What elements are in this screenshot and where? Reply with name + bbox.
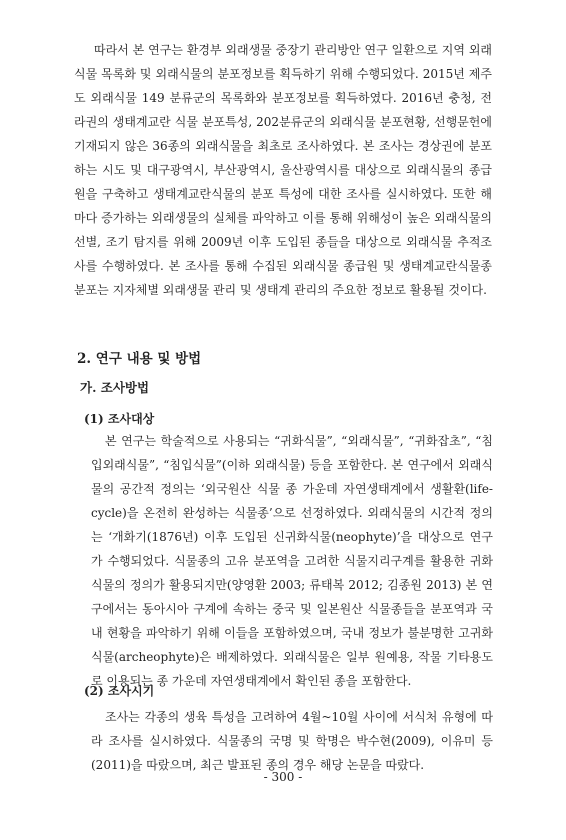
item1-paragraph [91,429,493,693]
item2-paragraph [91,705,493,777]
page-number: - 300 - [263,770,303,784]
intro-paragraph-text: 따라서 본 연구는 환경부 외래생물 중장기 관리방안 연구 일환으로 지역 외래식물 목록화 및 외래식물의 분포정보를 획득하기 위해 수행되었다. 2015년 제주도 외래식물 149 분류군의 목록화와 분포정보를 획득하였다. 2016년 충청, 전라권의 생태계교란 식물 분포특성, 202분류군의 외래식물 분포현황, 선행문헌에 기재되지 않은 36종의 외래식물을 최초로 조사하였다. 본 조사는 경상권에 분포하는 시도 및 대구광역시, 부산광역시, 울산광역시를 대상으로 외래식물의 종급원을 구축하고 생태계교란식물의 분포 특성에 대한 조사를 실시하였다. 또한 해마다 증가하는 외래생물의 실체를 파악하고 이를 통해 위해성이 높은 외래식물의 선별, 조기 탐지를 위해 2009년 이후 도입된 종들을 대상으로 외래식물 추적조사를 수행하였다. 본 조사를 통해 수집된 외래식물 종급원 및 생태계교란식물종 분포는 지자체별 외래생물 관리 및 생태계 관리의 주요한 정보로 활용될 것이다. [74,43,492,297]
item1-heading: (1) 조사대상 [84,412,155,426]
item2-heading: (2) 조사시기 [84,684,155,698]
section-heading: 2. 연구 내용 및 방법 [77,351,202,367]
intro-paragraph [74,38,492,302]
item1-paragraph-text: 본 연구는 학술적으로 사용되는 “귀화식물”, “외래식물”, “귀화잡초”, “침입외래식물”, “침입식물”(이하 외래식물) 등을 포함한다. 본 연구에서 외래식물의 공간적 정의는 ‘외국원산 식물 종 가운데 자연생태계에서 생활환(life-cycle)을 온전히 완성하는 식물종’으로 선정하였다. 외래식물의 시간적 정의는 ‘개화기(1876년) 이후 도입된 신귀화식물(neophyte)’을 대상으로 연구가 수행되었다. 식물종의 고유 분포역을 고려한 식물지리구계를 활용한 귀화식물의 정의가 활용되지만(양영환 2003; 류태복 2012; 김종원 2013) 본 연구에서는 동아시아 구계에 속하는 중국 및 일본원산 식물종들을 분포역과 국내 현황을 파악하기 위해 이들을 포함하였으며, 국내 정보가 불분명한 고귀화식물(archeophyte)은 배제하였다. 외래식물은 일부 원예용, 작물 기타용도로 이용되는 종 가운데 자연생태계에서 확인된 종을 포함한다. [91,434,493,688]
subsection-heading: 가. 조사방법 [80,380,150,395]
item2-paragraph-text: 조사는 각종의 생육 특성을 고려하여 4월~10월 사이에 서식처 유형에 따라 조사를 실시하였다. 식물종의 국명 및 학명은 박수현(2009), 이유미 등(2011)을 따랐으며, 최근 발표된 종의 경우 해당 논문을 따랐다. [91,710,493,772]
